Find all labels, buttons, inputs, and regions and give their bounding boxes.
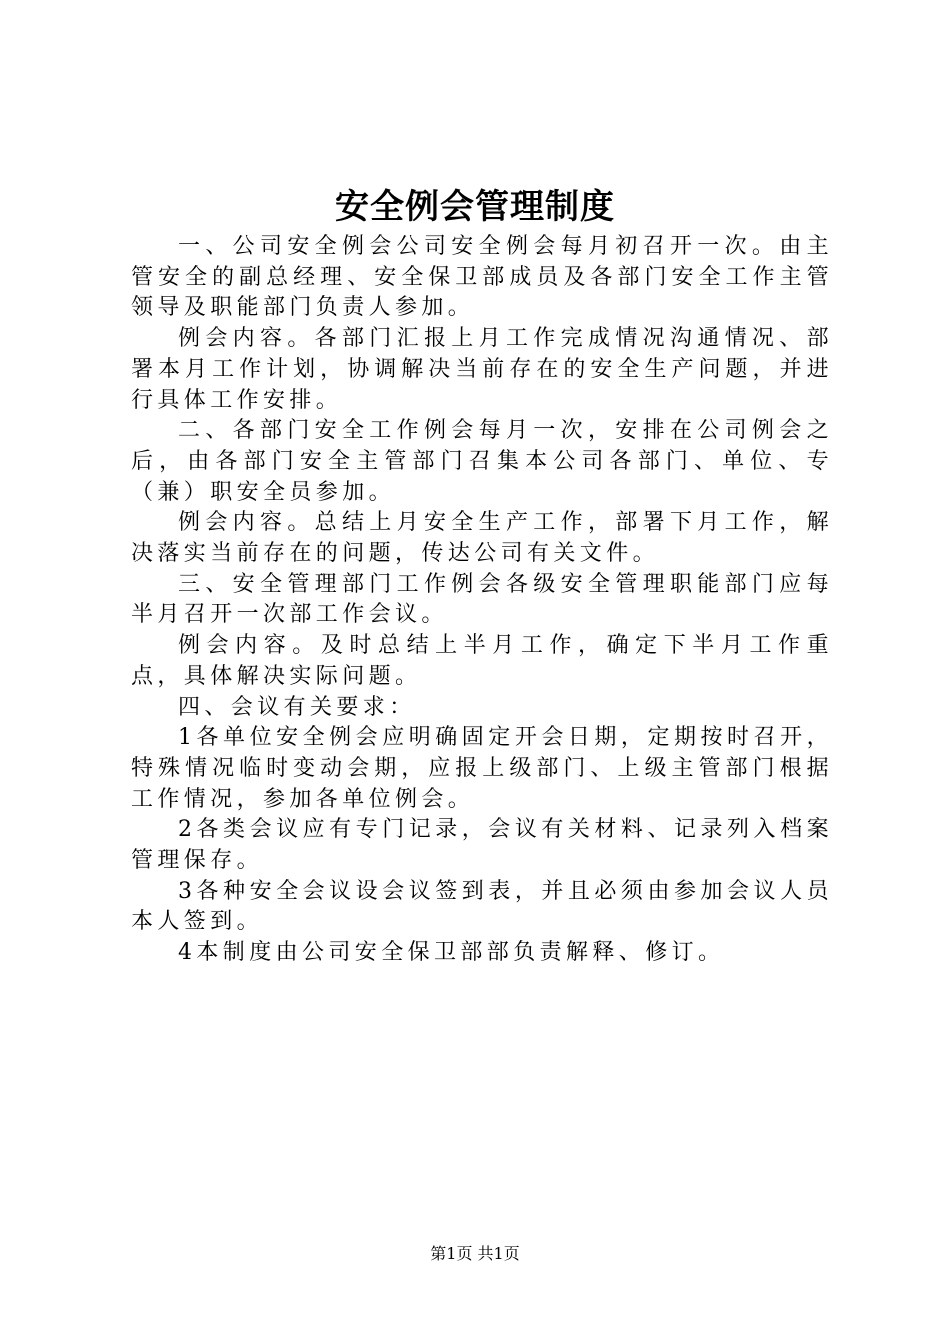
- page-number-footer: 第1页 共1页: [430, 1244, 520, 1263]
- paragraph-section-3-content: 例会内容。及时总结上半月工作，确定下半月工作重点，具体解决实际问题。: [131, 633, 833, 689]
- paragraph-section-4-heading: 四、会议有关要求：: [178, 694, 416, 720]
- paragraph-requirement-3: 3各种安全会议设会议签到表，并且必须由参加会议人员本人签到。: [131, 878, 833, 935]
- document-title: 安全例会管理制度: [335, 187, 615, 227]
- document-body: [131, 232, 833, 969]
- paragraph-section-1-content: 例会内容。各部门汇报上月工作完成情况沟通情况、部署本月工作计划，协调解决当前存在的安全生产问题，并进行具体工作安排。: [131, 326, 833, 413]
- paragraph-requirement-4: 4本制度由公司安全保卫部部负责解释、修订。: [178, 940, 725, 966]
- paragraph-section-2: 二、各部门安全工作例会每月一次，安排在公司例会之后，由各部门安全主管部门召集本公司各部门、单位、专（兼）职安全员参加。: [131, 418, 833, 505]
- paragraph-requirement-1: 1各单位安全例会应明确固定开会日期，定期按时召开，特殊情况临时变动会期，应报上级部门、上级主管部门根据工作情况，参加各单位例会。: [131, 725, 833, 812]
- paragraph-requirement-2: 2各类会议应有专门记录，会议有关材料、记录列入档案管理保存。: [131, 817, 833, 874]
- paragraph-section-2-content: 例会内容。总结上月安全生产工作，部署下月工作，解决落实当前存在的问题，传达公司有关文件。: [131, 510, 833, 567]
- paragraph-section-1: 一、公司安全例会公司安全例会每月初召开一次。由主管安全的副总经理、安全保卫部成员及各部门安全工作主管领导及职能部门负责人参加。: [131, 234, 833, 321]
- paragraph-section-3: 三、安全管理部门工作例会各级安全管理职能部门应每半月召开一次部工作会议。: [131, 571, 833, 628]
